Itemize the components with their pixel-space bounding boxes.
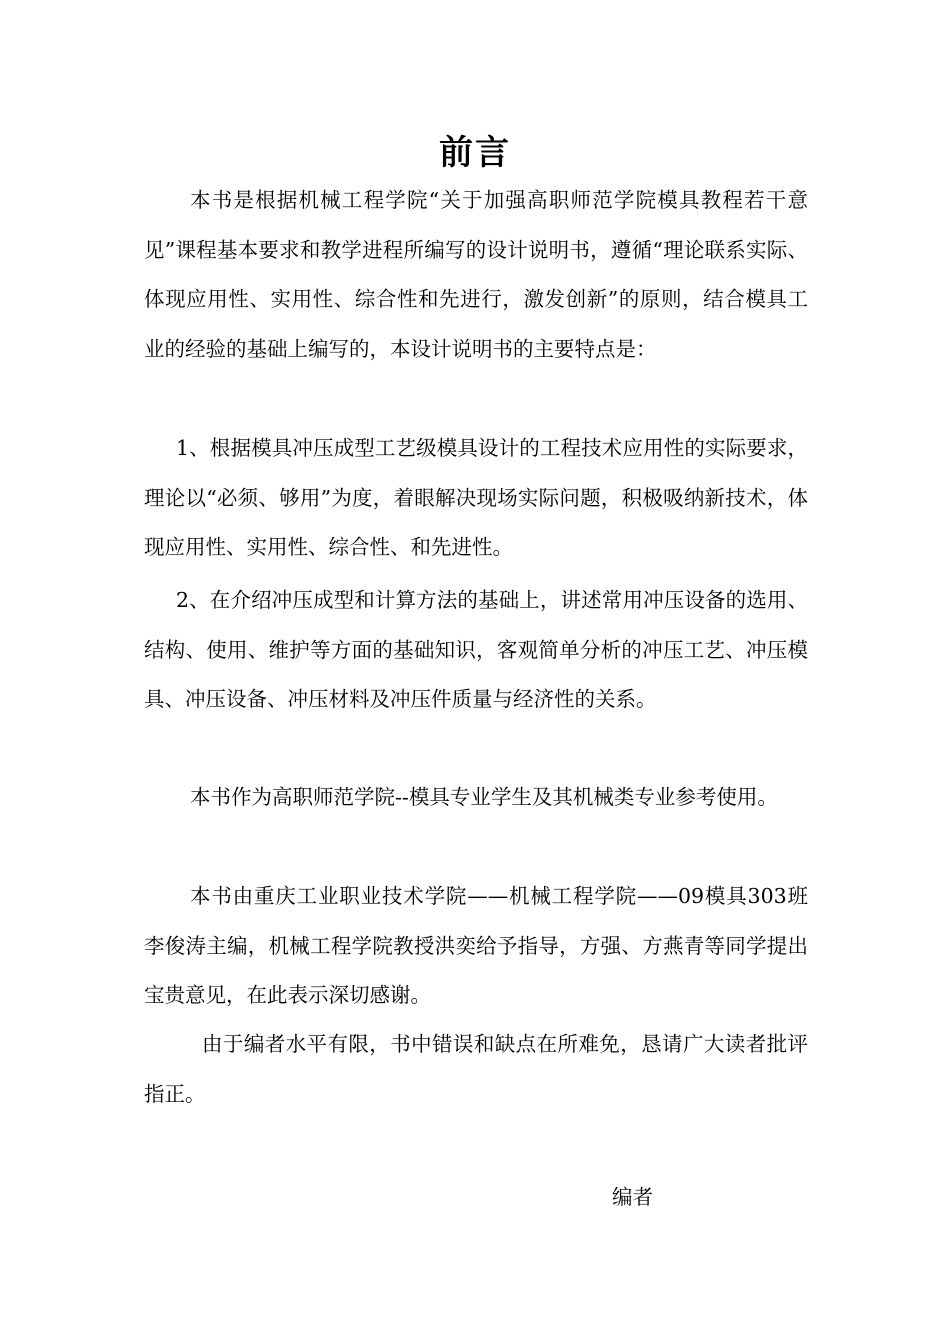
paragraph-feature-2: 2、在介绍冲压成型和计算方法的基础上，讲述常用冲压设备的选用、结构、使用、维护等方面的基础知识，客观简单分析的冲压工艺、冲压模具、冲压设备、冲压材料及冲压件质量与经济性的关系。 [144, 588, 808, 711]
paragraph-audience: 本书作为高职师范学院--模具专业学生及其机械类专业参考使用。 [190, 785, 778, 809]
paragraph-intro: 本书是根据机械工程学院“关于加强高职师范学院模具教程若干意见”课程基本要求和教学进程所编写的设计说明书，遵循“理论联系实际、体现应用性、实用性、综合性和先进行，激发创新”的原则，结合模具工业的经验的基础上编写的，本设计说明书的主要特点是： [144, 188, 808, 361]
signature: 编者 [612, 1185, 653, 1209]
paragraph-disclaimer: 由于编者水平有限，书中错误和缺点在所难免，恳请广大读者批评指正。 [144, 1032, 808, 1106]
paragraph-feature-1: 1、根据模具冲压成型工艺级模具设计的工程技术应用性的实际要求，理论以“必须、够用”为度，着眼解决现场实际问题，积极吸纳新技术，体现应用性、实用性、综合性、和先进性。 [144, 436, 808, 559]
page-title: 前言 [439, 133, 511, 173]
paragraph-acknowledgement: 本书由重庆工业职业技术学院——机械工程学院——09模具303班李俊涛主编，机械工程学院教授洪奕给予指导，方强、方燕青等同学提出宝贵意见，在此表示深切感谢。 [144, 884, 808, 1007]
